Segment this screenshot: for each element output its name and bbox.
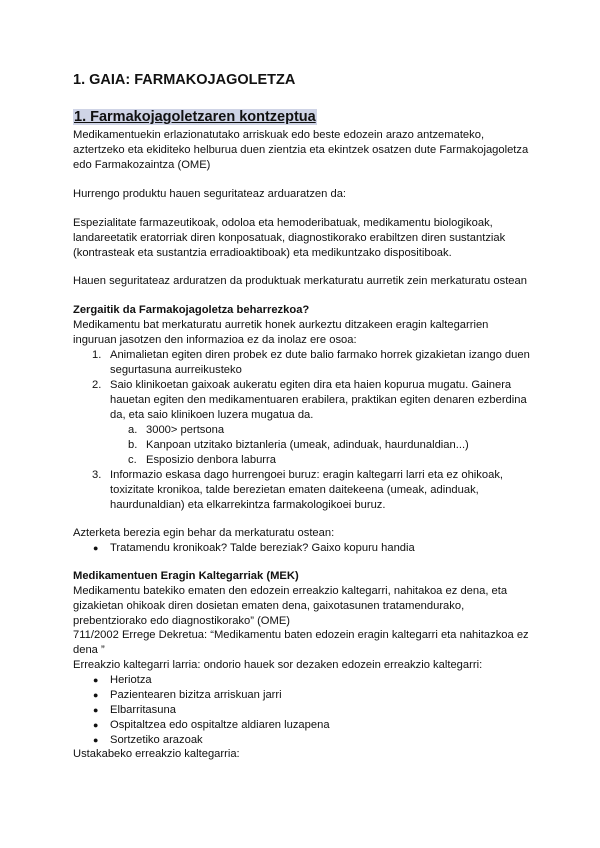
bullet-item: Elbarritasuna	[110, 704, 176, 716]
list-item-line: Informazio eskasa dago hurrengoei buruz: eragin kaltegarri larri eta ez ohikoak,	[110, 469, 504, 481]
bullet-icon: ●	[93, 543, 99, 553]
paragraph-line: landareetatik eratorriak diren konposatuak, diagnostikorako erabiltzen diren sustantziak	[73, 232, 506, 244]
list-number: 1.	[92, 349, 102, 361]
section-title-concept: 1. Farmakojagoletzaren kontzeptua	[74, 109, 316, 125]
bullet-item: Sortzetiko arazoak	[110, 734, 203, 746]
section-title-why: Zergaitik da Farmakojagoletza beharrezkoa?	[73, 304, 310, 316]
list-item-line: Animalietan egiten diren probek ez dute balio farmako horrek gizakietan izango duen	[110, 349, 530, 361]
bullet-item: Ospitaltzea edo ospitaltze aldiaren luzapena	[110, 719, 330, 731]
paragraph-line: prebentziorako edo diagnostikorako” (OME)	[73, 615, 291, 627]
list-item-line: da, eta saio klinikoen luzera mugatua da.	[110, 409, 314, 421]
sublist-item: 3000> pertsona	[146, 424, 225, 436]
paragraph-line: 711/2002 Errege Dekretua: “Medikamentu baten edozein eragin kaltegarri eta nahitazkoa ez	[73, 629, 529, 641]
bullet-item: Pazientearen bizitza arriskuan jarri	[110, 689, 282, 701]
sublist-item: Kanpoan utzitako biztanleria (umeak, adinduak, haurdunaldian...)	[146, 439, 469, 451]
list-item-line: segurtasuna aurreikusteko	[110, 364, 242, 376]
paragraph-line: Azterketa berezia egin behar da merkaturatu ostean:	[73, 527, 335, 539]
list-item-line: Saio klinikoetan gaixoak aukeratu egiten dira eta haien kopurua mugatu. Gainera	[110, 379, 512, 391]
sublist-item: Esposizio denbora laburra	[146, 454, 276, 466]
bullet-icon: ●	[93, 720, 99, 730]
bullet-item: Heriotza	[110, 674, 152, 686]
sublist-letter: c.	[128, 454, 137, 466]
paragraph-line: Hurrengo produktu hauen seguritateaz arduaratzen da:	[73, 188, 347, 200]
paragraph-line: edo Farmakozaintza (OME)	[73, 159, 211, 171]
paragraph-line: Erreakzio kaltegarri larria: ondorio hauek sor dezaken edozein erreakzio kaltegarri:	[73, 659, 483, 671]
list-item-line: toxizitate kronikoa, talde berezietan ematen daitekeena (umeak, adinduak,	[110, 484, 479, 496]
list-item-line: hauetan egiten den medikamentuaren erabilera, praktikan egiten denaren ezberdina	[110, 394, 527, 406]
paragraph-line: Ustakabeko erreakzio kaltegarria:	[73, 748, 240, 760]
paragraph-line: inguruan jasotzen den informazioa ez da inolaz ere osoa:	[73, 334, 357, 346]
paragraph-line: (kontrasteak eta sustantzia erradioaktiboak) eta medikuntzako dispositiboak.	[73, 247, 452, 259]
bullet-icon: ●	[93, 705, 99, 715]
sublist-letter: a.	[128, 424, 138, 436]
paragraph-line: Medikamentu batekiko ematen den edozein erreakzio kaltegarri, nahitakoa ez dena, eta	[73, 585, 508, 597]
sublist-letter: b.	[128, 439, 138, 451]
paragraph-line: Medikamentu bat merkaturatu aurretik honek aurkeztu ditzakeen eragin kaltegarrien	[73, 319, 489, 331]
bullet-icon: ●	[93, 690, 99, 700]
list-item-line: haurdunaldian) eta elkarrekintza farmakologikoei buruz.	[110, 499, 386, 511]
paragraph-line: Espezialitate farmazeutikoak, odoloa eta hemoderibatuak, medikamentu biologikoak,	[73, 217, 493, 229]
list-number: 2.	[92, 379, 102, 391]
paragraph-line: aztertzeko eta ekiditeko helburua duen zientzia eta ekintzek osatzen dute Farmakojagoletza	[73, 144, 529, 156]
page-title: 1. GAIA: FARMAKOJAGOLETZA	[73, 72, 296, 88]
bullet-item: Tratamendu kronikoak? Talde bereziak? Gaixo kopuru handia	[110, 542, 415, 554]
paragraph-line: gizakietan ohikoak diren dosietan ematen dena, gaixotasunen tratamendurako,	[73, 600, 465, 612]
section-title-mek: Medikamentuen Eragin Kaltegarriak (MEK)	[73, 570, 299, 582]
paragraph-line: Hauen seguritateaz arduratzen da produktuak merkaturatu aurretik zein merkaturatu ostean	[73, 275, 527, 287]
paragraph-line: Medikamentuekin erlazionatutako arriskuak edo beste edozein arazo antzemateko,	[73, 129, 485, 141]
list-number: 3.	[92, 469, 102, 481]
bullet-icon: ●	[93, 735, 99, 745]
paragraph-line: dena ”	[73, 644, 105, 656]
bullet-icon: ●	[93, 675, 99, 685]
